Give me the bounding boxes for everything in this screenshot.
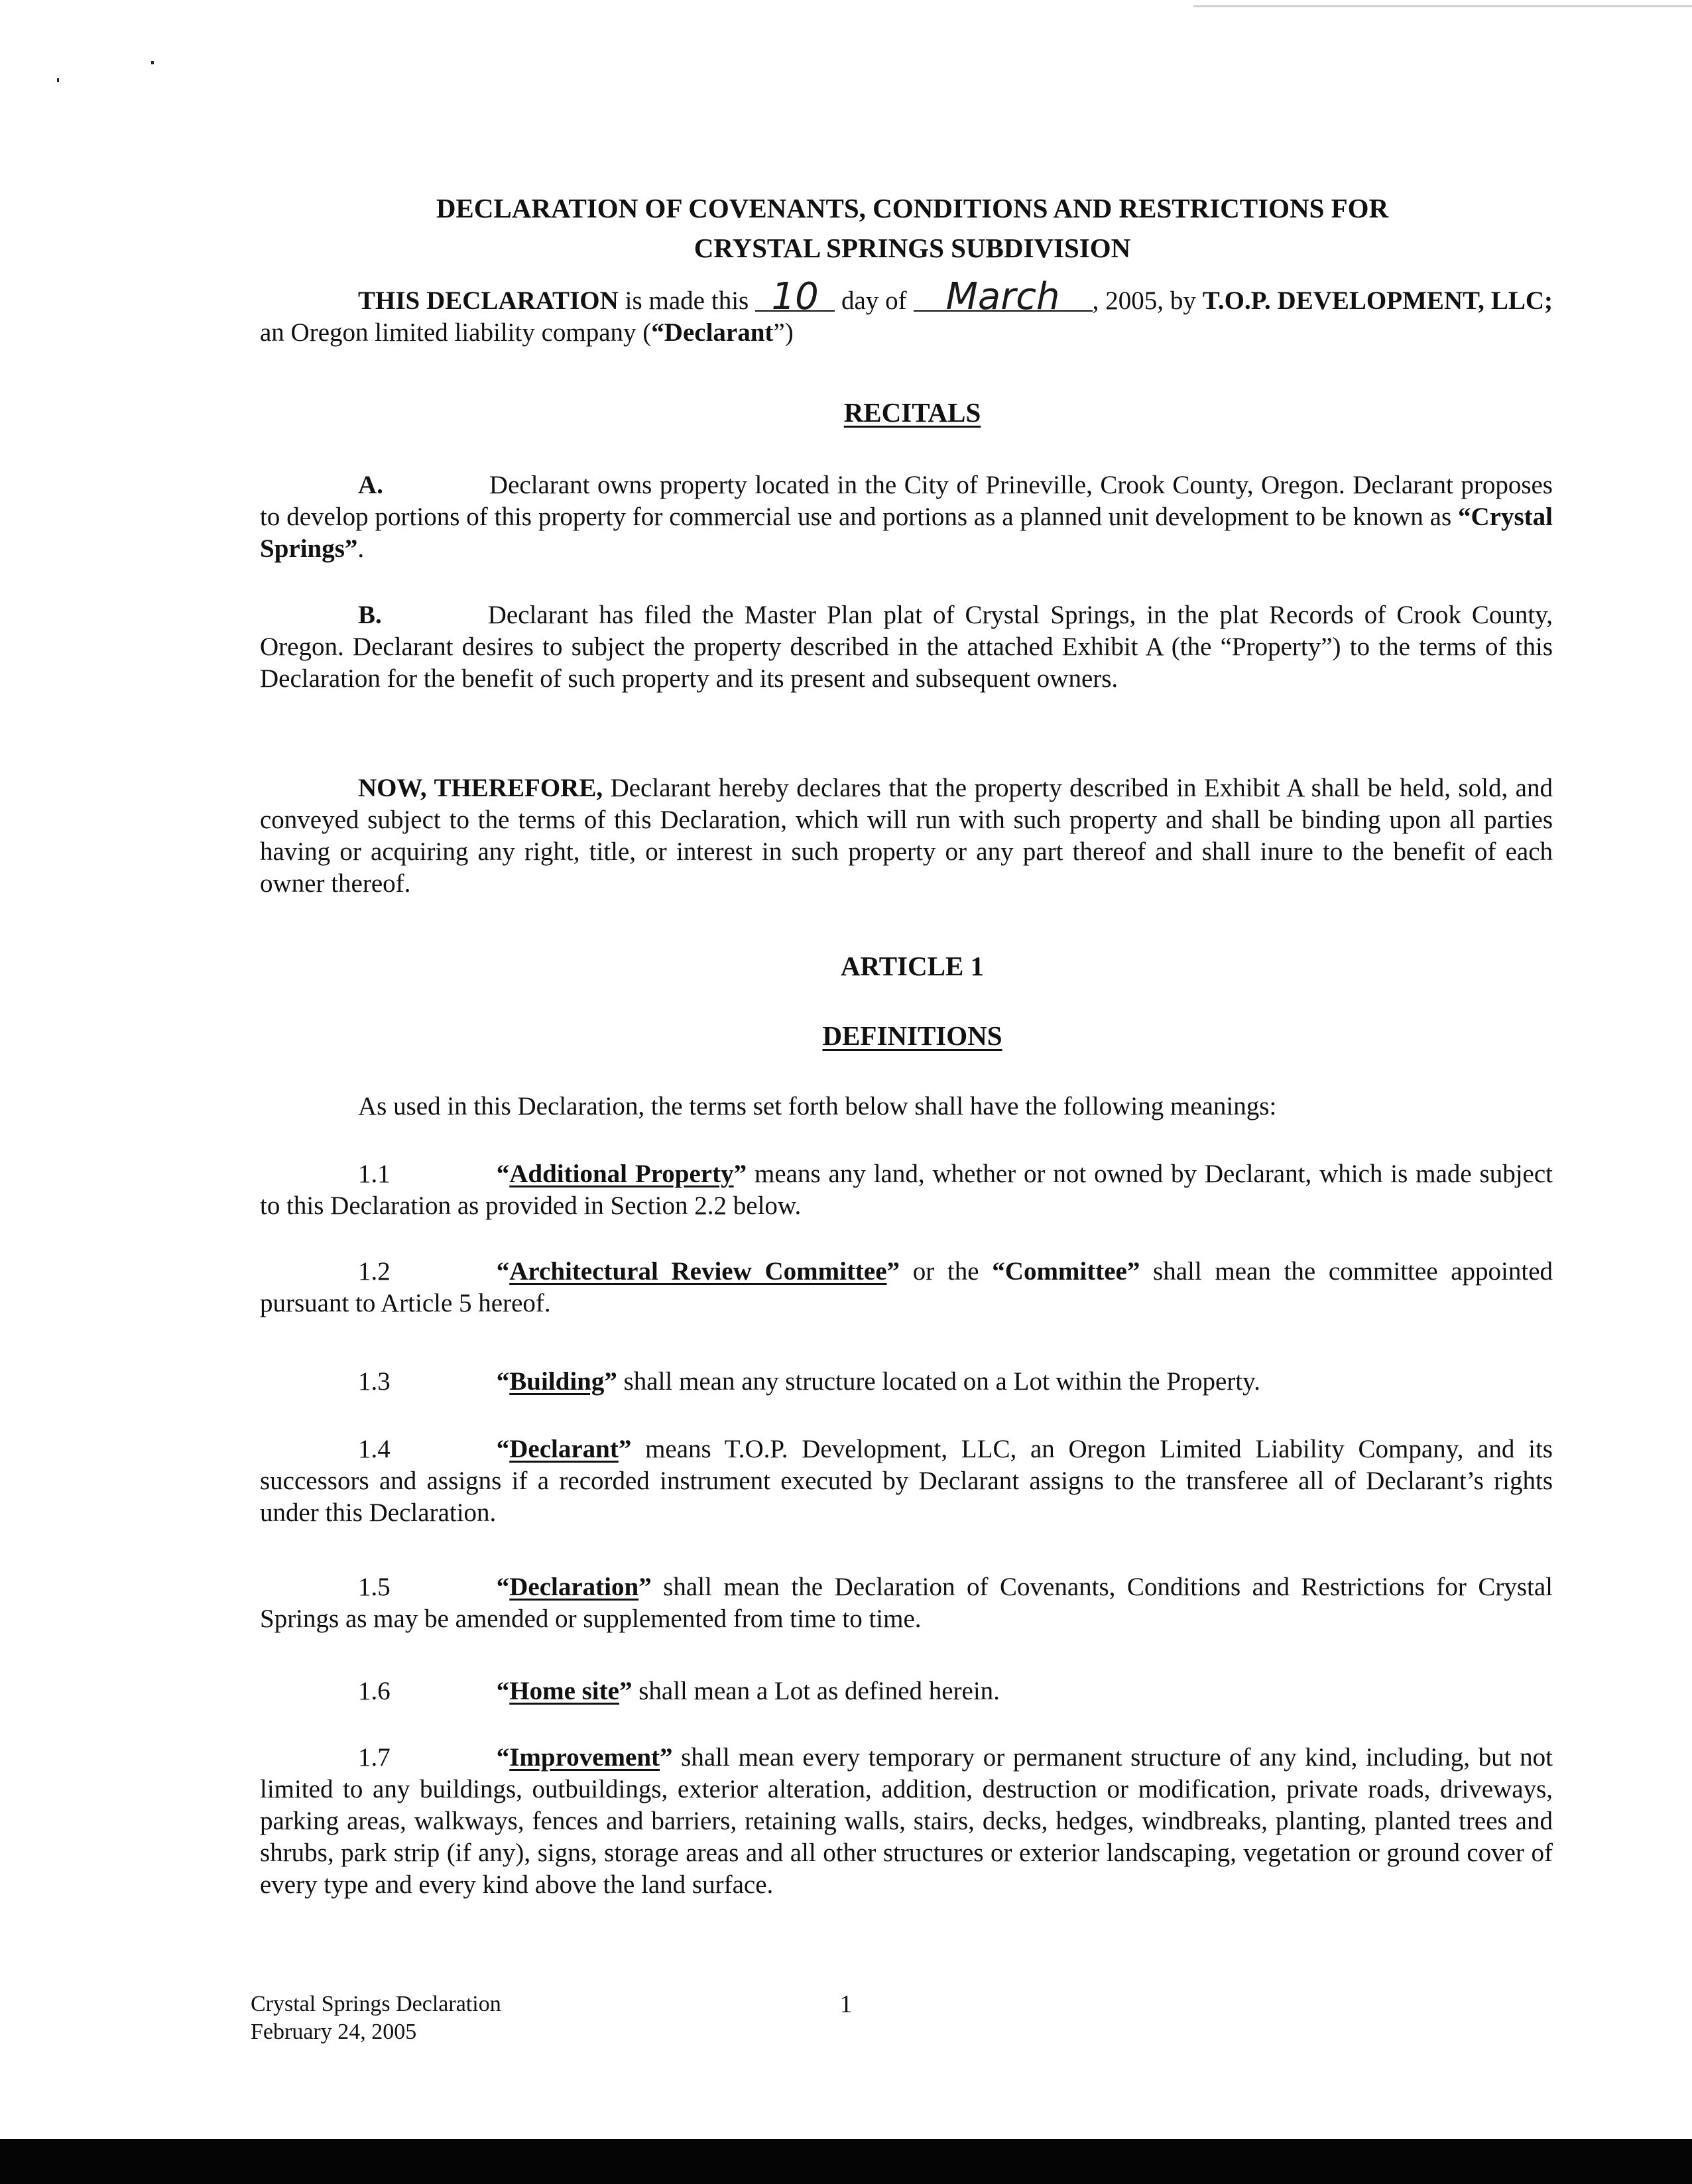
title-line-2: CRYSTAL SPRINGS SUBDIVISION [694, 233, 1131, 263]
definition-1-7: 1.7 “Improvement” shall mean every temporary or permanent structure of any kind, including, but not limited to any buildings, outbuildings, exterior alteration, addition, destruction or modification, private roads, driveways, parking areas, walkways, fences and barriers, retaining walls, stairs, decks, hedges, windbreaks, planting, planted trees and shrubs, park strip (if any), signs, storage areas and all other structures or exterior landscaping, vegetation or ground cover of every type and every kind above the land surface. [260, 1743, 1553, 1899]
scan-speck [57, 78, 59, 82]
definition-number: 1.4 [358, 1435, 391, 1463]
now-therefore-lead: NOW, THEREFORE, [358, 774, 603, 802]
definition-1-3: 1.3 “Building” shall mean any structure located on a Lot within the Property. [358, 1367, 1260, 1396]
recitals-heading: RECITALS [843, 397, 981, 428]
page-number: 1 [839, 1990, 853, 2018]
definitions-heading: DEFINITIONS [822, 1020, 1002, 1051]
intro-paragraph: THIS DECLARATION is made this 10 day of March , 2005, by T.O.P. DEVELOPMENT, LLC; an Oregon limited liability company (“Declarant”) [260, 275, 1553, 347]
recital-a: A. Declarant owns property located in the City of Prineville, Crook County, Oregon. Declarant proposes to develop portions of this property for commercial use and portions as a planned unit development to be known as “Crystal Springs”. [260, 471, 1553, 563]
definition-1-4: 1.4 “Declarant” means T.O.P. Development, LLC, an Oregon Limited Liability Company, and its successors and assigns if a recorded instrument executed by Declarant assigns to the transferee all of Declarant’s rights under this Declaration. [260, 1435, 1553, 1527]
definition-number: 1.7 [358, 1743, 391, 1772]
definitions-intro: As used in this Declaration, the terms set forth below shall have the following meanings: [358, 1092, 1277, 1121]
definition-1-1: 1.1 “Additional Property” means any land, whether or not owned by Declarant, which is made subject to this Declaration as provided in Section 2.2 below. [260, 1160, 1553, 1220]
recital-b: B. Declarant has filed the Master Plan plat of Crystal Springs, in the plat Records of Crook County, Oregon. Declarant desires to subject the property described in the attached Exhibit A (the “Property”) to the terms of this Declaration for the benefit of such property and its present and subsequent owners. [260, 601, 1553, 693]
title-line-1: DECLARATION OF COVENANTS, CONDITIONS AND RESTRICTIONS FOR [436, 193, 1389, 223]
now-therefore-paragraph: NOW, THEREFORE, Declarant hereby declares that the property described in Exhibit A shall be held, sold, and conveyed subject to the terms of this Declaration, which will run with such property and shall be binding upon all parties having or acquiring any right, title, or interest in such property or any part thereof and shall inure to the benefit of each owner thereof. [260, 774, 1553, 898]
definition-term: Building [509, 1367, 605, 1396]
scan-top-edge [1193, 5, 1692, 7]
definition-1-2: 1.2 “Architectural Review Committee” or the “Committee” shall mean the committee appointed pursuant to Article 5 hereof. [260, 1257, 1553, 1317]
definition-1-6: 1.6 “Home site” shall mean a Lot as defined herein. [358, 1677, 1000, 1705]
definition-number: 1.6 [358, 1677, 391, 1705]
declarant-defined: “Declarant [651, 318, 774, 347]
article-heading: ARTICLE 1 [840, 951, 985, 981]
company-name: T.O.P. DEVELOPMENT, LLC; [1202, 286, 1553, 315]
intro-lead: THIS DECLARATION [358, 286, 619, 315]
footer-document-name: Crystal Springs Declaration [251, 1992, 501, 2016]
crystal-springs-name: “Crystal Springs” [260, 503, 1553, 563]
footer-date: February 24, 2005 [251, 2020, 417, 2044]
scan-speck [151, 61, 154, 64]
definition-term: Additional Property [509, 1160, 734, 1188]
definition-term: Declarant [509, 1435, 619, 1463]
definition-number: 1.5 [358, 1573, 391, 1601]
definition-1-5: 1.5 “Declaration” shall mean the Declaration of Covenants, Conditions and Restrictions for Crystal Springs as may be amended or supplemented from time to time. [260, 1573, 1553, 1633]
handwritten-day: 10 [755, 284, 835, 312]
document-title [199, 188, 1626, 268]
definition-term: Architectural Review Committee [509, 1257, 887, 1286]
definition-term: Home site [509, 1677, 619, 1705]
scan-bottom-edge [0, 2139, 1692, 2184]
definition-number: 1.1 [358, 1160, 391, 1188]
definition-term-alt: “Committee” [992, 1257, 1140, 1286]
recital-b-label: B. [358, 601, 382, 629]
definition-number: 1.2 [358, 1257, 391, 1286]
footer-left [251, 1990, 715, 2046]
recital-a-label: A. [358, 471, 383, 499]
definition-number: 1.3 [358, 1367, 391, 1396]
definition-term: Improvement [509, 1743, 660, 1772]
definition-term: Declaration [509, 1573, 639, 1601]
handwritten-month: March [914, 284, 1093, 312]
